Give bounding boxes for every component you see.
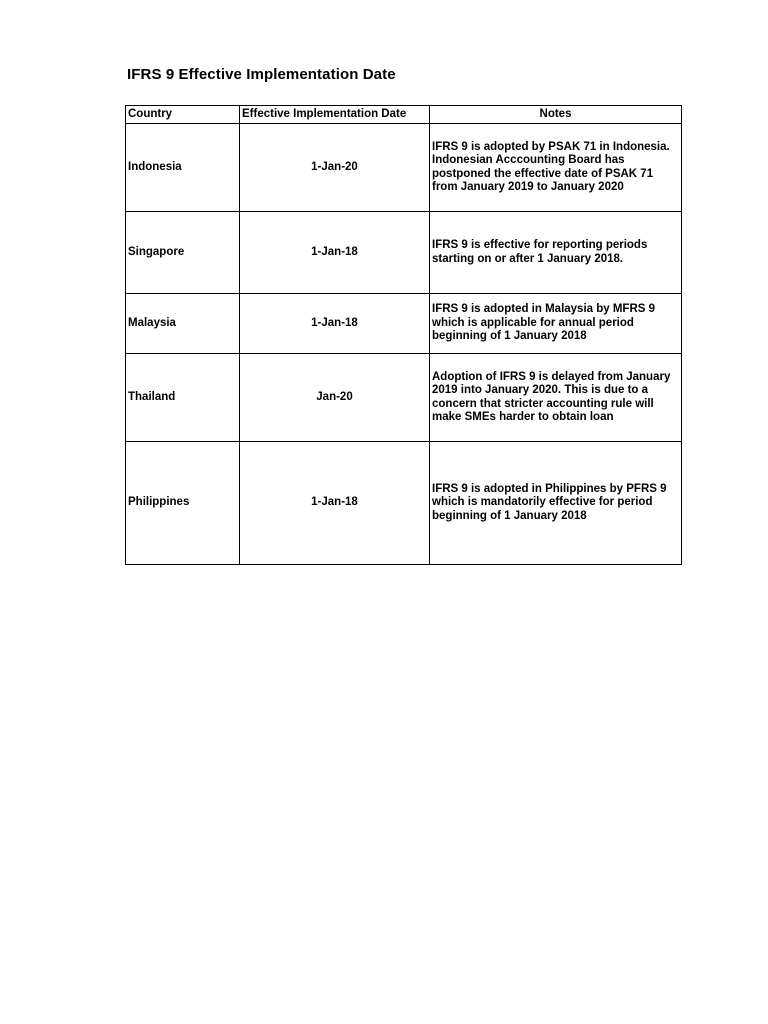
country-cell: Malaysia (126, 294, 240, 354)
header-notes: Notes (430, 106, 682, 124)
implementation-date-table (125, 105, 682, 565)
notes-cell: IFRS 9 is adopted by PSAK 71 in Indonesia. Indonesian Acccounting Board has postponed the effective date of PSAK 71 from January 2019 to January 2020 (430, 124, 682, 212)
table-header-row (126, 106, 682, 124)
document-title: IFRS 9 Effective Implementation Date (127, 66, 396, 83)
table-row (126, 124, 682, 212)
notes-cell: IFRS 9 is adopted in Malaysia by MFRS 9 which is applicable for annual period beginning of 1 January 2018 (430, 294, 682, 354)
table-row (126, 354, 682, 442)
country-cell: Singapore (126, 212, 240, 294)
date-cell: 1-Jan-18 (240, 294, 430, 354)
table-row (126, 212, 682, 294)
header-effective-date: Effective Implementation Date (240, 106, 430, 124)
date-cell: Jan-20 (240, 354, 430, 442)
country-cell: Indonesia (126, 124, 240, 212)
table-row (126, 294, 682, 354)
country-cell: Philippines (126, 442, 240, 565)
table-row (126, 442, 682, 565)
notes-cell: IFRS 9 is effective for reporting periods starting on or after 1 January 2018. (430, 212, 682, 294)
notes-cell: IFRS 9 is adopted in Philippines by PFRS 9 which is mandatorily effective for period beginning of 1 January 2018 (430, 442, 682, 565)
header-country: Country (126, 106, 240, 124)
notes-cell: Adoption of IFRS 9 is delayed from January 2019 into January 2020. This is due to a concern that stricter accounting rule will make SMEs harder to obtain loan (430, 354, 682, 442)
date-cell: 1-Jan-20 (240, 124, 430, 212)
date-cell: 1-Jan-18 (240, 442, 430, 565)
country-cell: Thailand (126, 354, 240, 442)
date-cell: 1-Jan-18 (240, 212, 430, 294)
